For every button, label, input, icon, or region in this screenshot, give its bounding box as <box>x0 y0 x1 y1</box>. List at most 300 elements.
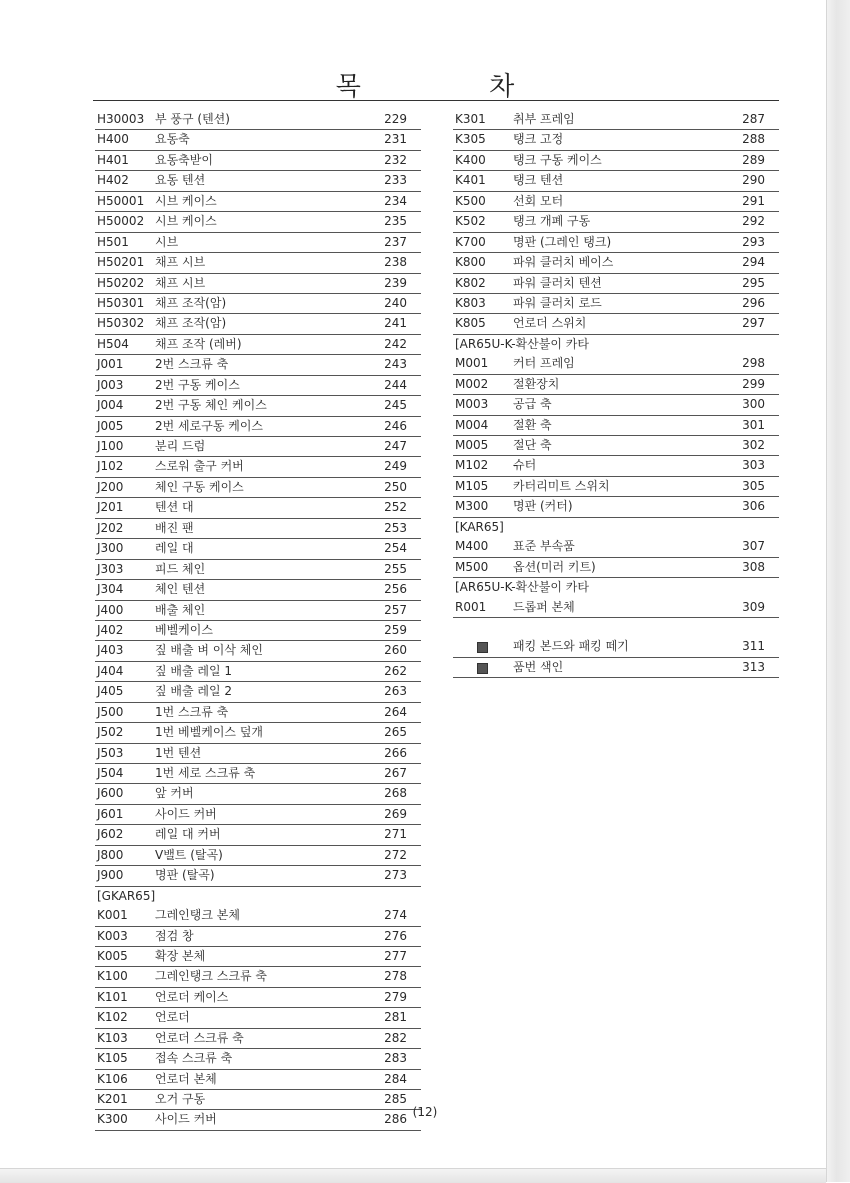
toc-entry <box>453 598 779 618</box>
entry-name: 베벨케이스 <box>155 622 213 637</box>
entry-page: 308 <box>742 559 765 574</box>
entry-page: 305 <box>742 478 765 493</box>
entry-code: M102 <box>455 458 489 473</box>
entry-code: K103 <box>97 1030 128 1045</box>
entry-code: H401 <box>97 152 129 167</box>
entry-page: 303 <box>742 458 765 473</box>
entry-name: 2번 세로구동 케이스 <box>155 418 264 433</box>
entry-name: 언로더 스위치 <box>513 316 587 331</box>
entry-name: 채프 시브 <box>155 275 206 290</box>
entry-name: 시브 케이스 <box>155 214 217 229</box>
page-edge-shadow <box>826 0 850 1182</box>
entry-page: 238 <box>384 255 407 270</box>
entry-page: 297 <box>742 316 765 331</box>
toc-entry <box>95 601 421 621</box>
entry-name: 커터 프레임 <box>513 356 575 371</box>
entry-name: 1번 텐션 <box>155 745 202 760</box>
toc-entry <box>95 1070 421 1090</box>
entry-name: 그레인탱크 스크류 축 <box>155 969 267 984</box>
entry-name: 탱크 구동 케이스 <box>513 152 602 167</box>
entry-page: 246 <box>384 418 407 433</box>
entry-name: 공급 축 <box>513 397 552 412</box>
toc-entry <box>95 274 421 294</box>
entry-code: M003 <box>455 397 489 412</box>
entry-name: 요동 텐션 <box>155 173 206 188</box>
entry-code: K800 <box>455 255 486 270</box>
entry-code: J202 <box>97 520 124 535</box>
entry-name: 피드 체인 <box>155 561 206 576</box>
entry-page: 287 <box>742 112 765 126</box>
entry-page: 309 <box>742 599 765 614</box>
entry-name: 요동축받이 <box>155 152 213 167</box>
entry-code: M300 <box>455 499 489 514</box>
entry-page: 282 <box>384 1030 407 1045</box>
toc-entry <box>453 395 779 415</box>
toc-section-heading <box>453 335 779 354</box>
page-bottom-edge <box>0 1168 826 1183</box>
toc-entry <box>95 396 421 416</box>
entry-code: J004 <box>97 398 124 413</box>
entry-page: 283 <box>384 1051 407 1066</box>
toc-entry <box>95 233 421 253</box>
entry-page: 237 <box>384 234 407 249</box>
entry-page: 294 <box>742 255 765 270</box>
toc-entry <box>453 130 779 150</box>
entry-name: 요동축 <box>155 132 190 147</box>
toc-entry <box>453 253 779 273</box>
toc-entry <box>453 212 779 232</box>
entry-name: 레일 대 커버 <box>155 827 221 842</box>
entry-code: J503 <box>97 745 124 760</box>
entry-code: M500 <box>455 559 489 574</box>
entry-code: K803 <box>455 295 486 310</box>
entry-page: 271 <box>384 827 407 842</box>
entry-page: 267 <box>384 766 407 780</box>
toc-entry <box>95 1049 421 1069</box>
toc-entry <box>453 558 779 578</box>
entry-code: J500 <box>97 704 124 719</box>
entry-code: H501 <box>97 234 129 249</box>
entry-name: 탱크 고정 <box>513 132 564 147</box>
entry-name: 체인 텐션 <box>155 582 206 597</box>
entry-page: 240 <box>384 295 407 310</box>
entry-page: 231 <box>384 132 407 147</box>
entry-code: K805 <box>455 316 486 331</box>
entry-page: 245 <box>384 398 407 413</box>
entry-page: 234 <box>384 193 407 208</box>
toc-entry <box>95 1029 421 1049</box>
toc-spacer <box>453 618 779 637</box>
entry-code: J201 <box>97 500 124 515</box>
entry-page: 229 <box>384 112 407 126</box>
toc-entry <box>95 580 421 600</box>
toc-entry <box>95 866 421 886</box>
entry-page: 259 <box>384 622 407 637</box>
entry-code: J200 <box>97 479 124 494</box>
entry-code: J601 <box>97 806 124 821</box>
toc-entry <box>95 539 421 559</box>
entry-code: K305 <box>455 132 486 147</box>
entry-page: 292 <box>742 214 765 229</box>
toc-entry <box>95 519 421 539</box>
entry-name: 언로더 본체 <box>155 1071 217 1086</box>
entry-name: 슈터 <box>513 458 537 473</box>
toc-entry <box>95 764 421 784</box>
toc-entry <box>453 537 779 557</box>
entry-name: 표준 부속품 <box>513 539 575 554</box>
entry-name: 시브 <box>155 234 179 249</box>
entry-code: J402 <box>97 622 124 637</box>
toc-entry <box>453 375 779 395</box>
toc-extra-entry <box>453 658 779 678</box>
entry-code: M400 <box>455 539 489 554</box>
entry-page: 235 <box>384 214 407 229</box>
toc-entry <box>95 846 421 866</box>
toc-entry <box>95 703 421 723</box>
entry-code: J600 <box>97 786 124 801</box>
entry-page: 244 <box>384 377 407 392</box>
entry-page: 257 <box>384 602 407 617</box>
entry-name: 2번 구동 체인 케이스 <box>155 398 267 413</box>
entry-name: 짚 배출 레일 2 <box>155 684 233 699</box>
entry-page: 278 <box>384 969 407 984</box>
entry-name: 선회 모터 <box>513 193 564 208</box>
entry-name: 오거 구동 <box>155 1092 206 1106</box>
entry-code: J003 <box>97 377 124 392</box>
entry-page: 233 <box>384 173 407 188</box>
entry-page: 293 <box>742 234 765 249</box>
toc-entry <box>95 498 421 518</box>
entry-page: 241 <box>384 316 407 331</box>
entry-name: 파워 클러치 베이스 <box>513 255 614 270</box>
entry-page: 289 <box>742 152 765 167</box>
entry-code: J303 <box>97 561 124 576</box>
entry-page: 300 <box>742 397 765 412</box>
entry-page: 269 <box>384 806 407 821</box>
toc-section-heading <box>453 578 779 597</box>
toc-entry <box>453 171 779 191</box>
toc-entry <box>95 784 421 804</box>
entry-code: M005 <box>455 438 489 452</box>
toc-entry <box>95 151 421 171</box>
toc-entry <box>453 314 779 334</box>
toc-entry <box>95 212 421 232</box>
entry-page: 239 <box>384 275 407 290</box>
entry-page: 256 <box>384 582 407 597</box>
toc-entry <box>453 233 779 253</box>
entry-code: J005 <box>97 418 124 433</box>
entry-code: J400 <box>97 602 124 617</box>
entry-name: 탱크 개폐 구동 <box>513 214 591 229</box>
entry-page: 295 <box>742 275 765 290</box>
entry-name: 명판 (그레인 탱크) <box>513 234 612 249</box>
toc-entry <box>95 906 421 926</box>
toc-right-column <box>453 110 779 678</box>
toc-entry <box>95 192 421 212</box>
entry-name: V밸트 (탈곡) <box>155 847 223 862</box>
entry-name: 품번 색인 <box>513 659 564 674</box>
entry-name: 파워 클러치 로드 <box>513 295 602 310</box>
toc-left-column <box>95 110 421 1131</box>
entry-page: 253 <box>384 520 407 535</box>
entry-page: 249 <box>384 459 407 474</box>
entry-page: 252 <box>384 500 407 515</box>
entry-page: 299 <box>742 376 765 391</box>
toc-entry <box>453 436 779 456</box>
entry-page: 264 <box>384 704 407 719</box>
toc-entry <box>95 967 421 987</box>
entry-page: 284 <box>384 1071 407 1086</box>
entry-code: K001 <box>97 908 128 923</box>
entry-page: 279 <box>384 989 407 1004</box>
toc-entry <box>453 294 779 314</box>
entry-name: 부 풍구 (텐션) <box>155 112 230 126</box>
entry-name: 분리 드럼 <box>155 439 206 453</box>
entry-name: 드롭퍼 본체 <box>513 599 575 614</box>
entry-code: J403 <box>97 643 124 658</box>
entry-code: H50002 <box>97 214 145 229</box>
entry-name: 짚 배출 벼 이삭 체인 <box>155 643 263 658</box>
entry-page: 268 <box>384 786 407 801</box>
entry-code: K003 <box>97 928 128 943</box>
entry-name: 명판 (커터) <box>513 499 573 514</box>
entry-code: H50201 <box>97 255 145 270</box>
entry-page: 242 <box>384 336 407 351</box>
entry-code: J100 <box>97 439 124 453</box>
entry-name: 절환 축 <box>513 417 552 432</box>
entry-page: 311 <box>742 639 765 654</box>
toc-section-heading <box>453 518 779 537</box>
entry-name: 배출 체인 <box>155 602 206 617</box>
section-label: [AR65U-K-확산불이 카타 <box>455 336 589 351</box>
toc-entry <box>95 927 421 947</box>
entry-code: K201 <box>97 1092 128 1106</box>
toc-entry <box>95 171 421 191</box>
toc-entry <box>95 805 421 825</box>
entry-name: 시브 케이스 <box>155 193 217 208</box>
entry-page: 273 <box>384 868 407 883</box>
toc-entry <box>95 744 421 764</box>
entry-code: M004 <box>455 417 489 432</box>
toc-entry <box>95 457 421 477</box>
toc-entry <box>95 417 421 437</box>
entry-code: K101 <box>97 989 128 1004</box>
entry-page: 272 <box>384 847 407 862</box>
entry-code: J800 <box>97 847 124 862</box>
entry-code: K700 <box>455 234 486 249</box>
entry-name: 앞 커버 <box>155 786 194 801</box>
entry-name: 파워 클러치 텐션 <box>513 275 602 290</box>
entry-name: 텐션 대 <box>155 500 194 515</box>
entry-name: 채프 조작(암) <box>155 316 227 331</box>
entry-page: 247 <box>384 439 407 453</box>
toc-entry <box>95 253 421 273</box>
entry-name: 언로더 케이스 <box>155 989 229 1004</box>
entry-name: 배진 팬 <box>155 520 194 535</box>
toc-entry <box>95 641 421 661</box>
entry-code: H504 <box>97 336 129 351</box>
entry-page: 232 <box>384 152 407 167</box>
entry-code: J300 <box>97 541 124 556</box>
entry-code: H400 <box>97 132 129 147</box>
entry-code: K502 <box>455 214 486 229</box>
section-label: [KAR65] <box>455 519 504 534</box>
entry-name: 절단 축 <box>513 438 552 452</box>
entry-code: J504 <box>97 766 124 780</box>
entry-name: 사이드 커버 <box>155 806 217 821</box>
toc-entry <box>453 497 779 517</box>
entry-name: 탱크 텐션 <box>513 173 564 188</box>
entry-name: 스로워 출구 커버 <box>155 459 244 474</box>
toc-entry <box>453 416 779 436</box>
entry-page: 285 <box>384 1092 407 1106</box>
entry-page: 307 <box>742 539 765 554</box>
entry-page: 306 <box>742 499 765 514</box>
toc-entry <box>453 151 779 171</box>
entry-name: 명판 (탈곡) <box>155 868 215 883</box>
toc-entry <box>95 478 421 498</box>
entry-page: 266 <box>384 745 407 760</box>
entry-name: 옵션(미러 키트) <box>513 559 596 574</box>
entry-name: 1번 세로 스크류 축 <box>155 766 256 780</box>
entry-name: 패킹 본드와 패킹 떼기 <box>513 639 629 654</box>
entry-name: 카터리미트 스위치 <box>513 478 610 493</box>
entry-code: K301 <box>455 112 486 126</box>
entry-page: 301 <box>742 417 765 432</box>
entry-name: 접속 스크류 축 <box>155 1051 233 1066</box>
entry-name: 절환장치 <box>513 376 560 391</box>
entry-name: 그레인탱크 본체 <box>155 908 240 923</box>
entry-page: 277 <box>384 948 407 963</box>
toc-entry <box>95 294 421 314</box>
entry-name: 사이드 커버 <box>155 1112 217 1127</box>
entry-code: J405 <box>97 684 124 699</box>
entry-code: M001 <box>455 356 489 371</box>
entry-page: 262 <box>384 663 407 678</box>
toc-entry <box>453 477 779 497</box>
entry-code: H50302 <box>97 316 145 331</box>
entry-code: J404 <box>97 663 124 678</box>
entry-page: 255 <box>384 561 407 576</box>
entry-code: K400 <box>455 152 486 167</box>
square-bullet-icon <box>477 642 488 653</box>
title-rule <box>93 100 779 101</box>
entry-page: 274 <box>384 908 407 923</box>
entry-code: K300 <box>97 1112 128 1127</box>
entry-page: 243 <box>384 357 407 372</box>
entry-page: 286 <box>384 1112 407 1127</box>
toc-entry <box>95 1008 421 1028</box>
entry-code: J900 <box>97 868 124 883</box>
toc-entry <box>95 723 421 743</box>
page-number: (12) <box>412 1105 438 1119</box>
entry-page: 254 <box>384 541 407 556</box>
entry-name: 1번 베벨케이스 덮개 <box>155 725 264 740</box>
entry-name: 채프 조작(암) <box>155 295 227 310</box>
toc-entry <box>95 621 421 641</box>
entry-code: H50001 <box>97 193 145 208</box>
toc-entry <box>95 110 421 130</box>
entry-code: M105 <box>455 478 489 493</box>
entry-page: 291 <box>742 193 765 208</box>
toc-entry <box>453 354 779 374</box>
entry-page: 313 <box>742 659 765 674</box>
entry-page: 290 <box>742 173 765 188</box>
entry-page: 265 <box>384 725 407 740</box>
toc-entry <box>95 560 421 580</box>
entry-code: H50301 <box>97 295 145 310</box>
toc-entry <box>453 192 779 212</box>
toc-entry <box>453 456 779 476</box>
entry-page: 296 <box>742 295 765 310</box>
toc-entry <box>453 110 779 130</box>
entry-name: 점검 창 <box>155 928 194 943</box>
toc-section-heading <box>95 887 421 906</box>
toc-entry <box>95 335 421 355</box>
entry-name: 짚 배출 레일 1 <box>155 663 233 678</box>
entry-code: J102 <box>97 459 124 474</box>
entry-name: 2번 스크류 축 <box>155 357 229 372</box>
toc-entry <box>95 825 421 845</box>
entry-code: K500 <box>455 193 486 208</box>
toc-entry <box>95 376 421 396</box>
entry-code: K105 <box>97 1051 128 1066</box>
entry-name: 언로더 <box>155 1010 190 1025</box>
entry-name: 언로더 스크류 축 <box>155 1030 244 1045</box>
entry-page: 250 <box>384 479 407 494</box>
entry-page: 263 <box>384 684 407 699</box>
toc-entry <box>95 355 421 375</box>
toc-entry <box>95 947 421 967</box>
toc-entry <box>453 274 779 294</box>
entry-page: 276 <box>384 928 407 943</box>
page-title: 목 차 <box>335 72 575 102</box>
entry-code: K005 <box>97 948 128 963</box>
entry-page: 281 <box>384 1010 407 1025</box>
entry-code: J001 <box>97 357 124 372</box>
entry-page: 288 <box>742 132 765 147</box>
entry-code: J502 <box>97 725 124 740</box>
entry-name: 채프 시브 <box>155 255 206 270</box>
toc-extra-entry <box>453 637 779 657</box>
entry-code: K401 <box>455 173 486 188</box>
toc-entry <box>95 437 421 457</box>
toc-entry <box>95 130 421 150</box>
toc-entry <box>95 988 421 1008</box>
entry-code: K102 <box>97 1010 128 1025</box>
entry-code: J304 <box>97 582 124 597</box>
entry-name: 확장 본체 <box>155 948 206 963</box>
section-label: [GKAR65] <box>97 888 156 903</box>
toc-entry <box>95 314 421 334</box>
entry-name: 체인 구동 케이스 <box>155 479 244 494</box>
section-label: [AR65U-K-확산불이 카타 <box>455 580 589 595</box>
entry-page: 298 <box>742 356 765 371</box>
entry-code: K106 <box>97 1071 128 1086</box>
entry-code: M002 <box>455 376 489 391</box>
entry-name: 2번 구동 케이스 <box>155 377 240 392</box>
entry-page: 302 <box>742 438 765 452</box>
square-bullet-icon <box>477 663 488 674</box>
toc-entry <box>95 662 421 682</box>
entry-name: 채프 조작 (레버) <box>155 336 242 351</box>
entry-page: 260 <box>384 643 407 658</box>
entry-name: 1번 스크류 축 <box>155 704 229 719</box>
entry-code: H30003 <box>97 112 145 126</box>
toc-entry <box>95 682 421 702</box>
entry-code: R001 <box>455 599 487 614</box>
entry-code: K100 <box>97 969 128 984</box>
